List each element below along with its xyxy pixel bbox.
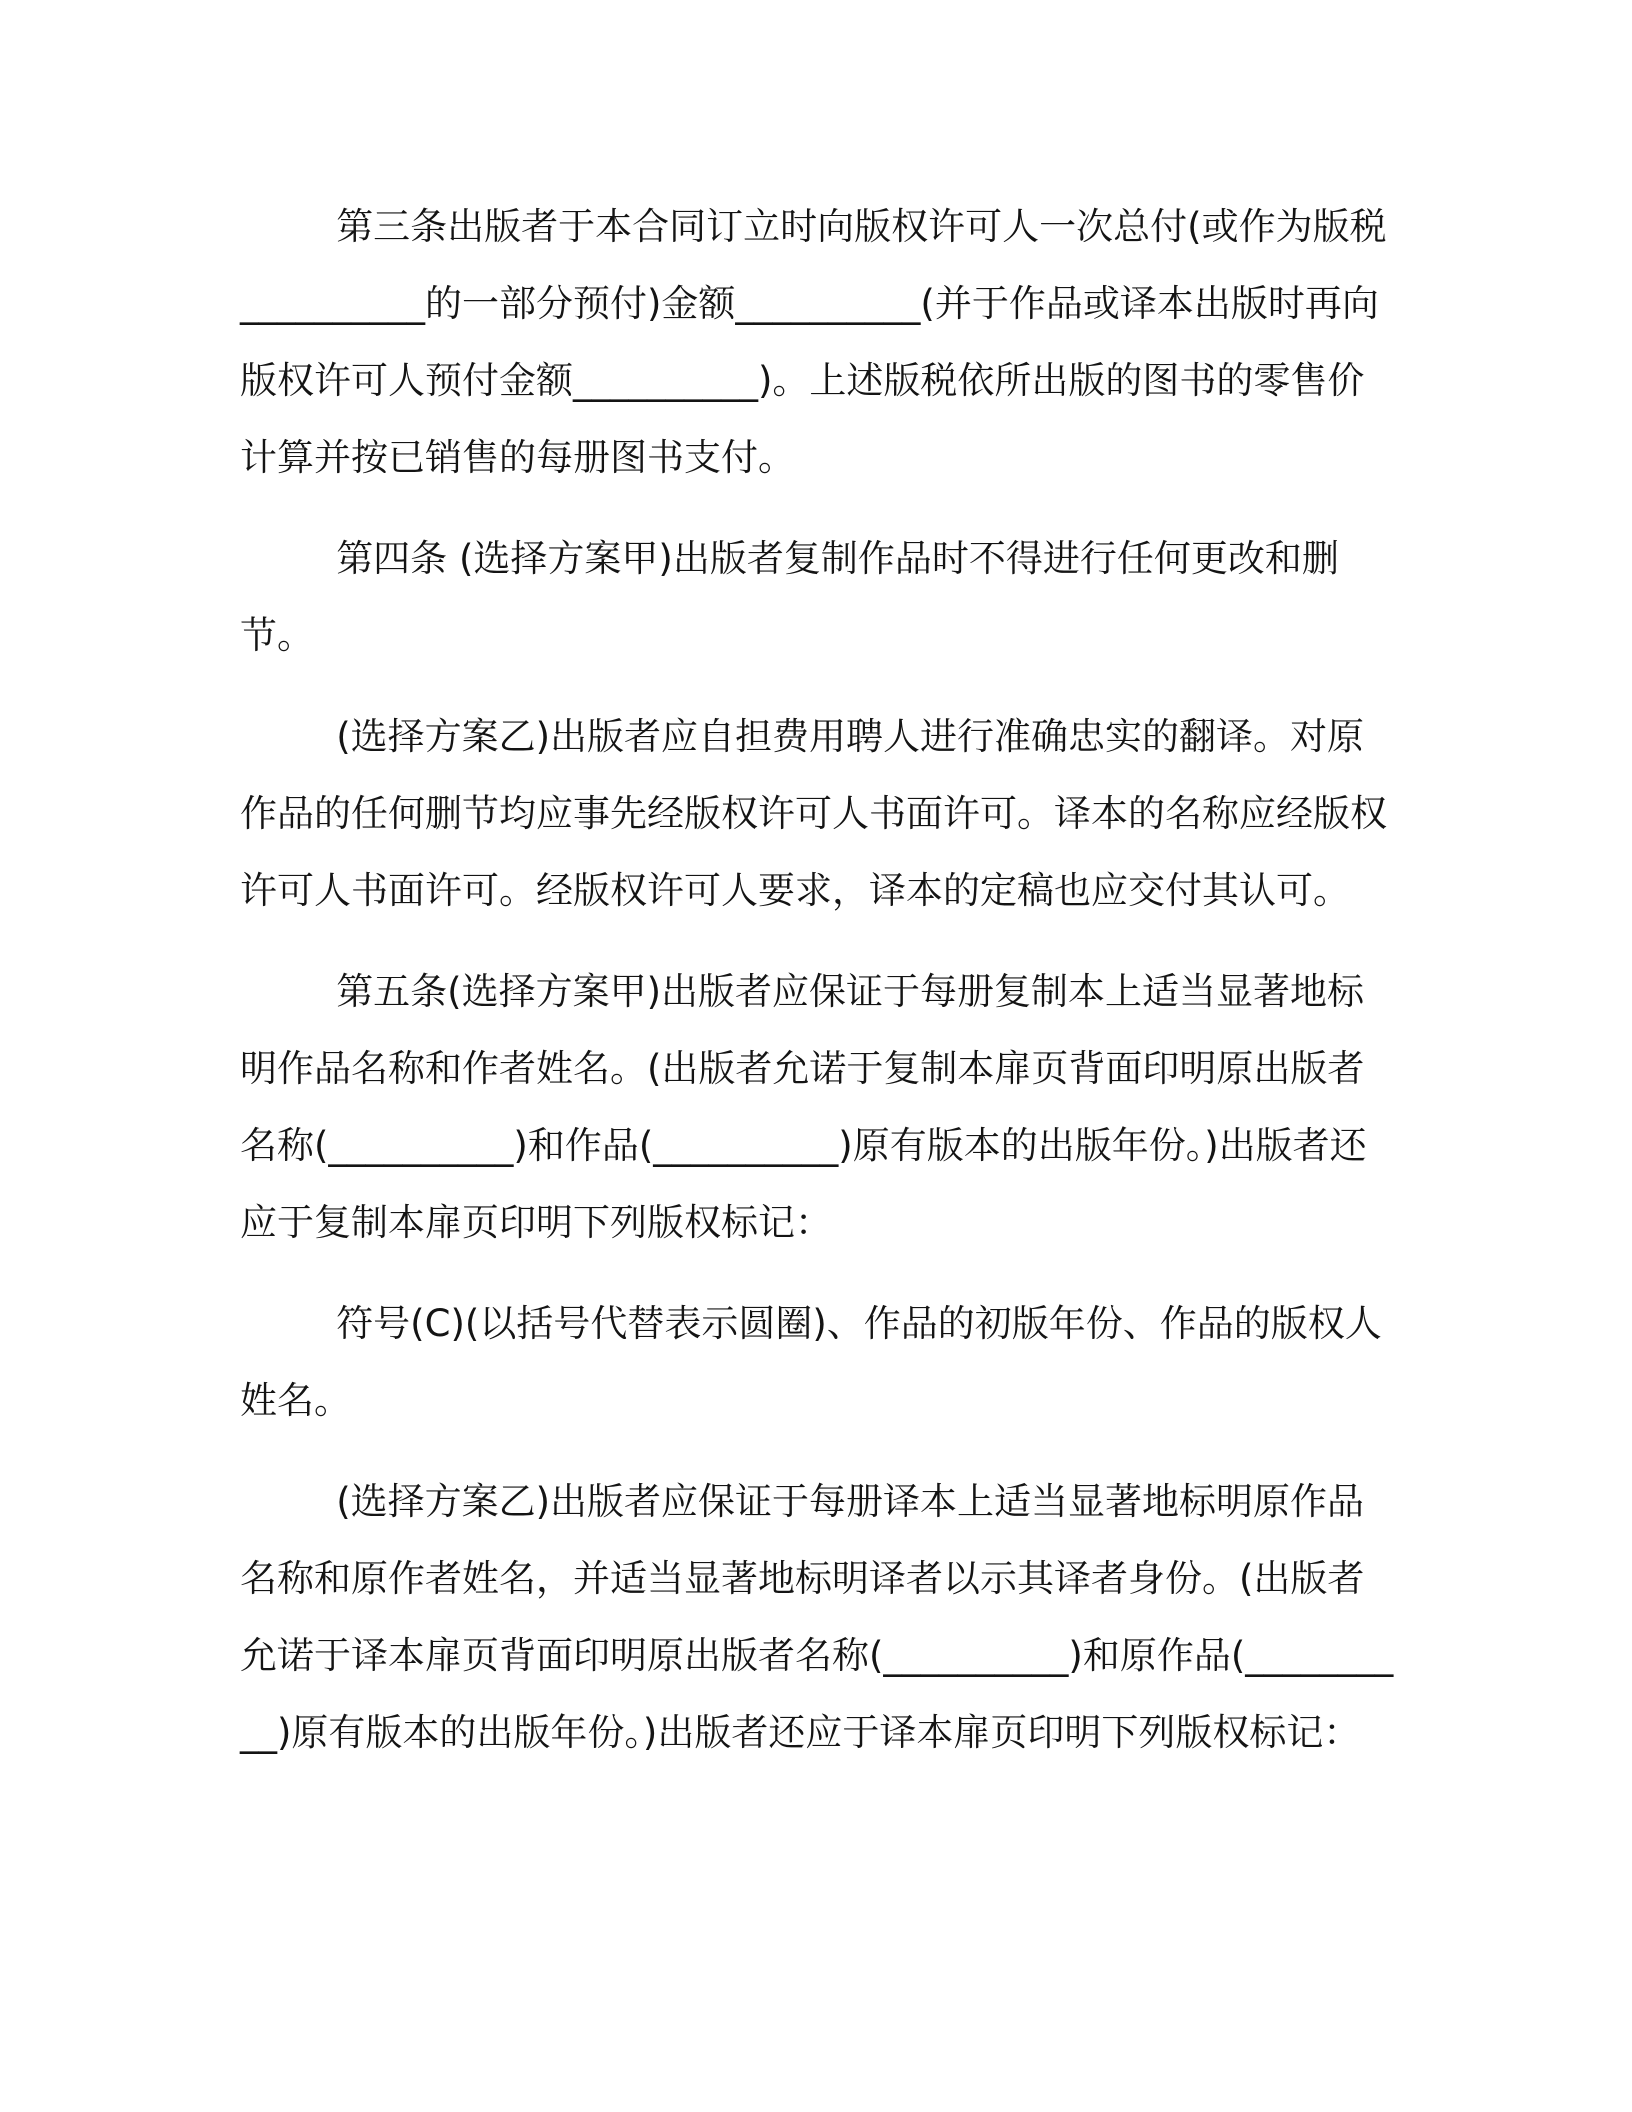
article-5-option-a-paragraph: 第五条(选择方案甲)出版者应保证于每册复制本上适当显著地标明作品名称和作者姓名。(出版者允诺于复制本扉页背面印明原出版者名称(__________)和作品(__________)原有版本的出版年份。)出版者还应于复制本扉页印明下列版权标记： bbox=[240, 970, 1367, 1244]
article-4-option-b-paragraph: (选择方案乙)出版者应自担费用聘人进行准确忠实的翻译。对原作品的任何删节均应事先经版权许可人书面许可。译本的名称应经版权许可人书面许可。经版权许可人要求，译本的定稿也应交付其认可。 bbox=[240, 715, 1387, 912]
article-5-option-b-paragraph: (选择方案乙)出版者应保证于每册译本上适当显著地标明原作品名称和原作者姓名，并适当显著地标明译者以示其译者身份。(出版者允诺于译本扉页背面印明原出版者名称(__________)和原作品(__________)原有版本的出版年份。)出版者还应于译本扉页印明下列版权标记： bbox=[240, 1480, 1394, 1754]
document-body bbox=[240, 188, 1400, 1771]
article-3-paragraph: 第三条出版者于本合同订立时向版权许可人一次总付(或作为版税__________的一部分预付)金额__________(并于作品或译本出版时再向版权许可人预付金额__________)。上述版税依所出版的图书的零售价计算并按已销售的每册图书支付。 bbox=[240, 205, 1387, 479]
article-4-option-a-paragraph: 第四条 (选择方案甲)出版者复制作品时不得进行任何更改和删节。 bbox=[240, 537, 1339, 657]
copyright-notice-paragraph: 符号(C)(以括号代替表示圆圈)、作品的初版年份、作品的版权人姓名。 bbox=[240, 1302, 1382, 1422]
